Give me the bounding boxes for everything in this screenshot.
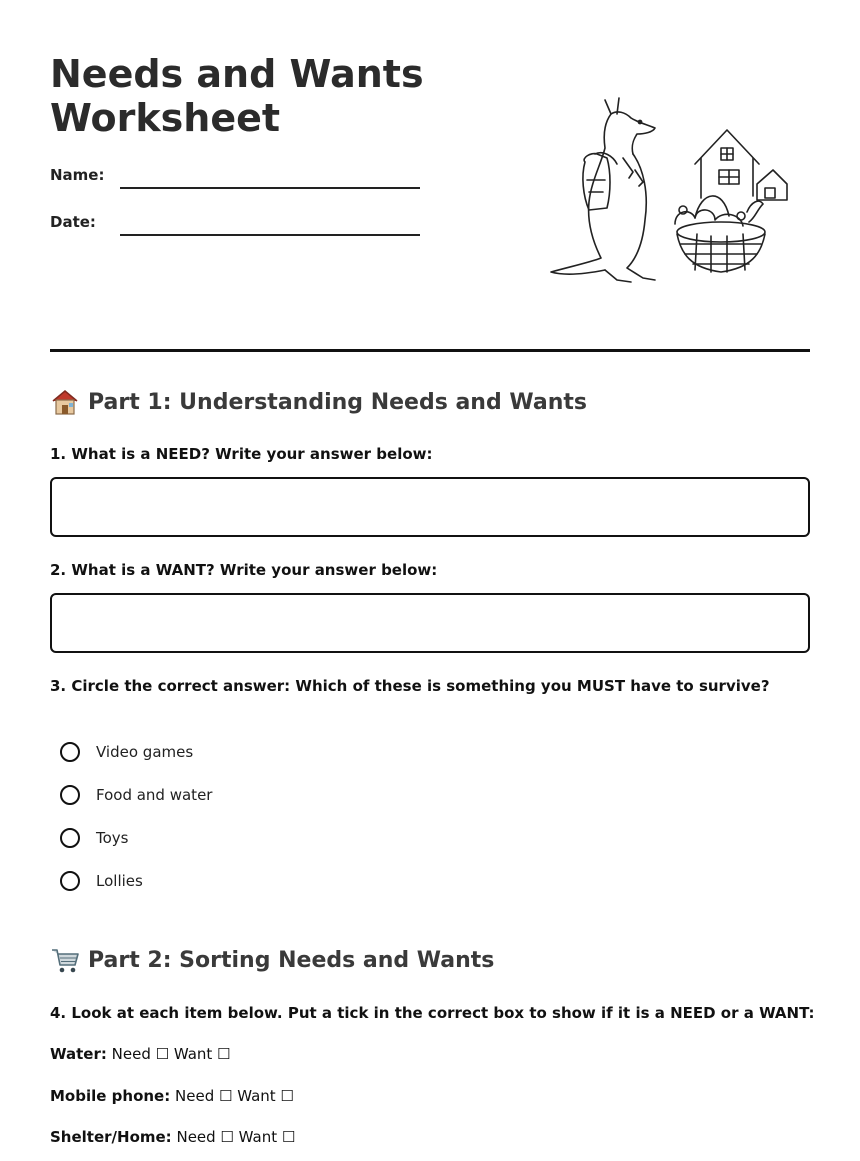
date-label: Date: (50, 213, 96, 231)
option-lollies[interactable] (60, 871, 143, 891)
need-want-checkboxes[interactable]: Need ☐ Want ☐ (175, 1087, 294, 1105)
part2-heading (50, 945, 494, 975)
header-divider (50, 349, 810, 352)
radio-circle[interactable] (60, 742, 80, 762)
question-2: 2. What is a WANT? Write your answer below: (50, 561, 438, 579)
radio-circle[interactable] (60, 785, 80, 805)
name-field[interactable] (120, 187, 420, 189)
item-label: Water: (50, 1045, 107, 1063)
option-video-games[interactable] (60, 742, 193, 762)
sort-item-mobile-phone[interactable] (50, 1087, 294, 1105)
sort-item-water[interactable] (50, 1045, 231, 1063)
radio-circle[interactable] (60, 828, 80, 848)
option-label: Video games (96, 743, 194, 761)
part1-heading-text: Part 1: Understanding Needs and Wants (88, 389, 587, 415)
question-3: 3. Circle the correct answer: Which of these is something you MUST have to survive? (50, 677, 770, 695)
option-label: Toys (96, 829, 129, 847)
part2-heading-text: Part 2: Sorting Needs and Wants (88, 947, 495, 973)
radio-circle[interactable] (60, 871, 80, 891)
shopping-cart-icon (50, 945, 80, 975)
house-icon (50, 387, 80, 417)
question-1: 1. What is a NEED? Write your answer below: (50, 445, 433, 463)
need-answer-box[interactable] (50, 477, 810, 537)
item-label: Mobile phone: (50, 1087, 171, 1105)
kangaroo-house-basket-illustration (545, 92, 795, 292)
option-label: Lollies (96, 872, 143, 890)
need-want-checkboxes[interactable]: Need ☐ Want ☐ (176, 1128, 296, 1146)
item-label: Shelter/Home: (50, 1128, 172, 1146)
option-toys[interactable] (60, 828, 128, 848)
question-4: 4. Look at each item below. Put a tick in the correct box to show if it is a NEED or a WANT: (50, 1004, 815, 1022)
date-field[interactable] (120, 234, 420, 236)
want-answer-box[interactable] (50, 593, 810, 653)
option-food-and-water[interactable] (60, 785, 212, 805)
name-label: Name: (50, 166, 105, 184)
option-label: Food and water (96, 786, 213, 804)
part1-heading (50, 387, 587, 417)
page-title: Needs and Wants Worksheet (50, 52, 424, 140)
need-want-checkboxes[interactable]: Need ☐ Want ☐ (111, 1045, 231, 1063)
sort-item-shelter-home[interactable] (50, 1128, 295, 1146)
